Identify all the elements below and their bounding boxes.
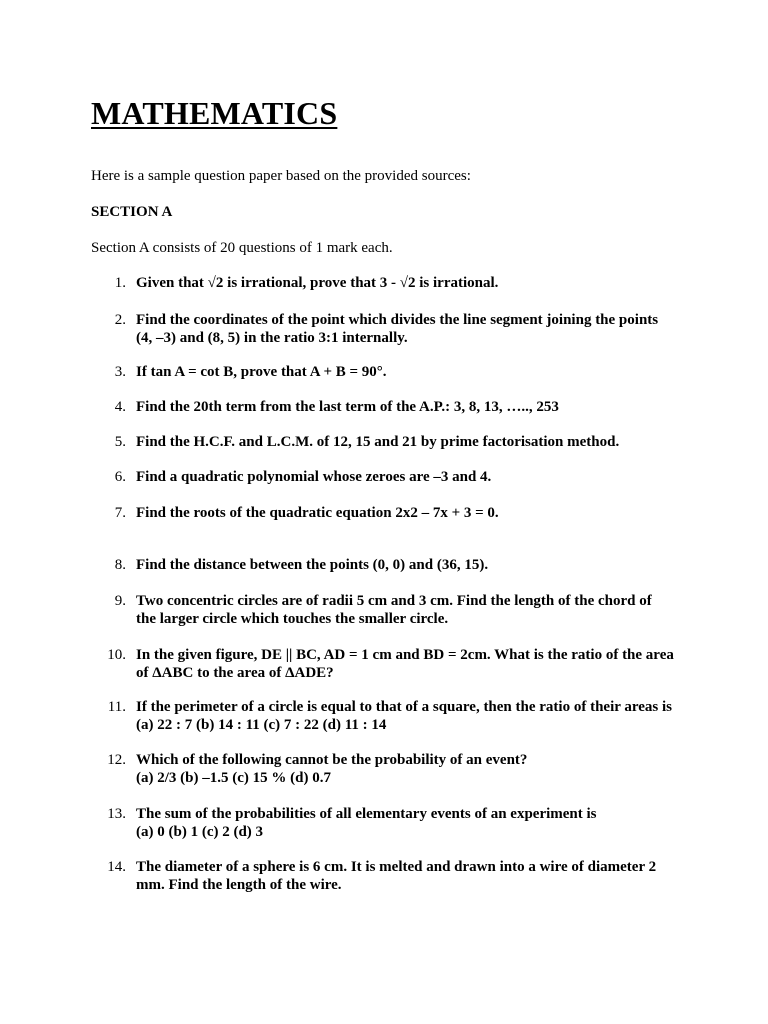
question-line: Find the distance between the points (0, 0) and (36, 15). [136,557,489,573]
question-line: The sum of the probabilities of all elementary events of an experiment is [136,806,597,822]
question-text [136,311,686,347]
question-number: 5. [114,434,126,450]
question-text [136,398,686,416]
question-number: 8. [114,557,126,573]
intro-text: Here is a sample question paper based on the provided sources: [91,168,471,184]
question-line: If tan A = cot B, prove that A + B = 90°. [136,364,387,380]
section-heading: SECTION A [91,204,173,220]
question-line: Find the roots of the quadratic equation 2x2 – 7x + 3 = 0. [136,505,499,521]
question-line: mm. Find the length of the wire. [136,877,342,893]
question-text [136,646,686,682]
question-number: 7. [114,505,126,521]
question-line: In the given figure, DE || BC, AD = 1 cm and BD = 2cm. What is the ratio of the area [136,647,674,663]
question-line: the larger circle which touches the smaller circle. [136,611,449,627]
question-number: 12. [107,752,126,768]
question-text [136,751,686,787]
question-number: 9. [114,593,126,609]
question-line: (a) 2/3 (b) –1.5 (c) 15 % (d) 0.7 [136,770,331,786]
question-line: (a) 22 : 7 (b) 14 : 11 (c) 7 : 22 (d) 11 : 14 [136,717,387,733]
question-line: The diameter of a sphere is 6 cm. It is melted and drawn into a wire of diameter 2 [136,859,657,875]
question-number: 1. [114,275,126,291]
question-text [136,858,686,894]
question-number: 2. [114,312,126,328]
question-text [136,805,686,841]
question-number: 6. [114,469,126,485]
question-text [136,504,686,522]
question-number: 4. [114,399,126,415]
question-text [136,274,686,292]
question-line: (a) 0 (b) 1 (c) 2 (d) 3 [136,824,264,840]
question-number: 14. [107,859,126,875]
question-line: of ΔABC to the area of ΔADE? [136,665,334,681]
question-line: Find the H.C.F. and L.C.M. of 12, 15 and 21 by prime factorisation method. [136,434,620,450]
question-line: If the perimeter of a circle is equal to that of a square, then the ratio of their areas is [136,699,673,715]
question-text [136,698,686,734]
question-line: Find a quadratic polynomial whose zeroes are –3 and 4. [136,469,492,485]
question-text [136,556,686,574]
question-text [136,433,686,451]
question-text [136,468,686,486]
question-text [136,592,686,628]
question-line: Two concentric circles are of radii 5 cm and 3 cm. Find the length of the chord of [136,593,652,609]
page-title: MATHEMATICS [91,95,338,131]
question-number: 11. [107,699,126,715]
question-number: 13. [107,806,126,822]
question-line: Which of the following cannot be the probability of an event? [136,752,528,768]
question-text [136,363,686,381]
question-line: Given that √2 is irrational, prove that 3 - √2 is irrational. [136,275,499,291]
question-line: Find the coordinates of the point which divides the line segment joining the points [136,312,659,328]
section-description: Section A consists of 20 questions of 1 mark each. [91,240,393,256]
question-number: 3. [114,364,126,380]
question-line: Find the 20th term from the last term of the A.P.: 3, 8, 13, ….., 253 [136,399,559,415]
question-line: (4, –3) and (8, 5) in the ratio 3:1 internally. [136,330,408,346]
question-number: 10. [107,647,126,663]
